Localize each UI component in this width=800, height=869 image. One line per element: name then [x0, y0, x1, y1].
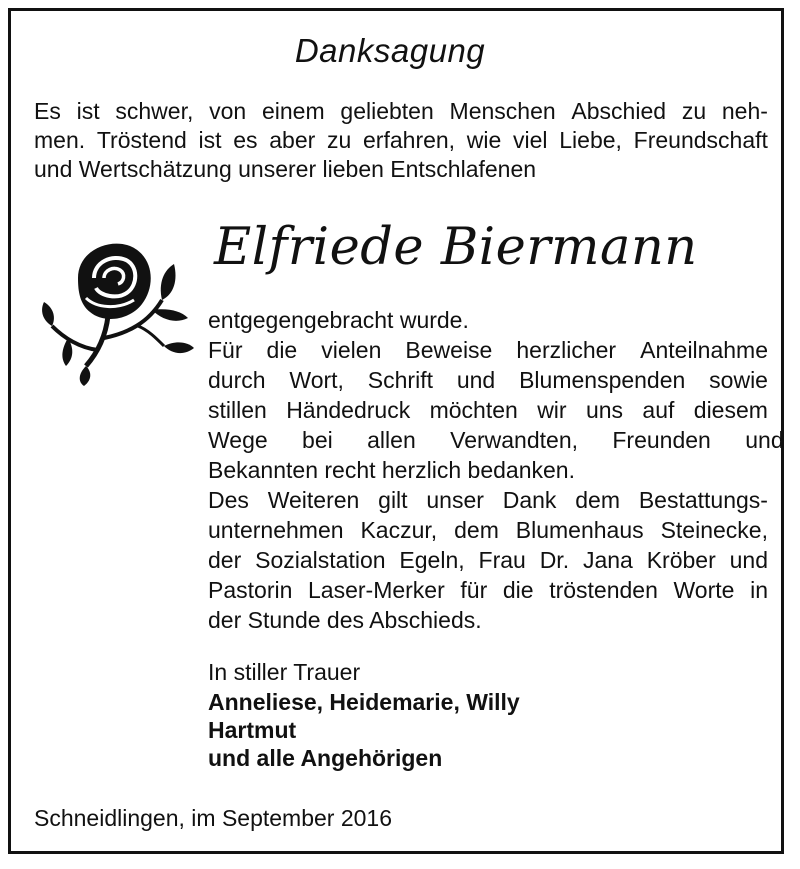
body-line-3: durch Wort, Schrift und Blumenspenden sowie: [208, 367, 768, 393]
body-line-11: der Stunde des Abschieds.: [208, 607, 482, 633]
rose-icon: [38, 238, 198, 388]
body-line-6: Bekannten recht herzlich bedanken.: [208, 457, 575, 483]
deceased-name: Elfriede Biermann: [214, 218, 698, 277]
mourners-line-2: Hartmut: [208, 717, 297, 743]
body-line-8: unternehmen Kaczur, dem Blumenhaus Steinecke,: [208, 517, 768, 543]
mourning-intro: In stiller Trauer: [208, 659, 361, 685]
body-line-1: entgegengebracht wurde.: [208, 307, 469, 333]
body-line-2: Für die vielen Beweise herzlicher Anteilnahme: [208, 337, 768, 363]
intro-line-2: men. Tröstend ist es aber zu erfahren, wie viel Liebe, Freundschaft: [34, 127, 768, 153]
intro-line-1: Es ist schwer, von einem geliebten Menschen Abschied zu neh-: [34, 98, 768, 124]
intro-line-3: und Wertschätzung unserer lieben Entschlafenen: [34, 156, 537, 182]
notice-title: Danksagung: [294, 32, 486, 69]
place-date: Schneidlingen, im September 2016: [34, 805, 393, 831]
body-line-4: stillen Händedruck möchten wir uns auf diesem: [208, 397, 768, 423]
body-line-9: der Sozialstation Egeln, Frau Dr. Jana Kröber und: [208, 547, 768, 573]
body-line-7: Des Weiteren gilt unser Dank dem Bestattungs-: [208, 487, 768, 513]
body-line-5: Wege bei allen Verwandten, Freunden und: [208, 427, 784, 453]
body-line-10: Pastorin Laser-Merker für die tröstenden Worte in: [208, 577, 768, 603]
mourners-line-1: Anneliese, Heidemarie, Willy: [208, 689, 520, 715]
mourners-line-3: und alle Angehörigen: [208, 745, 443, 771]
